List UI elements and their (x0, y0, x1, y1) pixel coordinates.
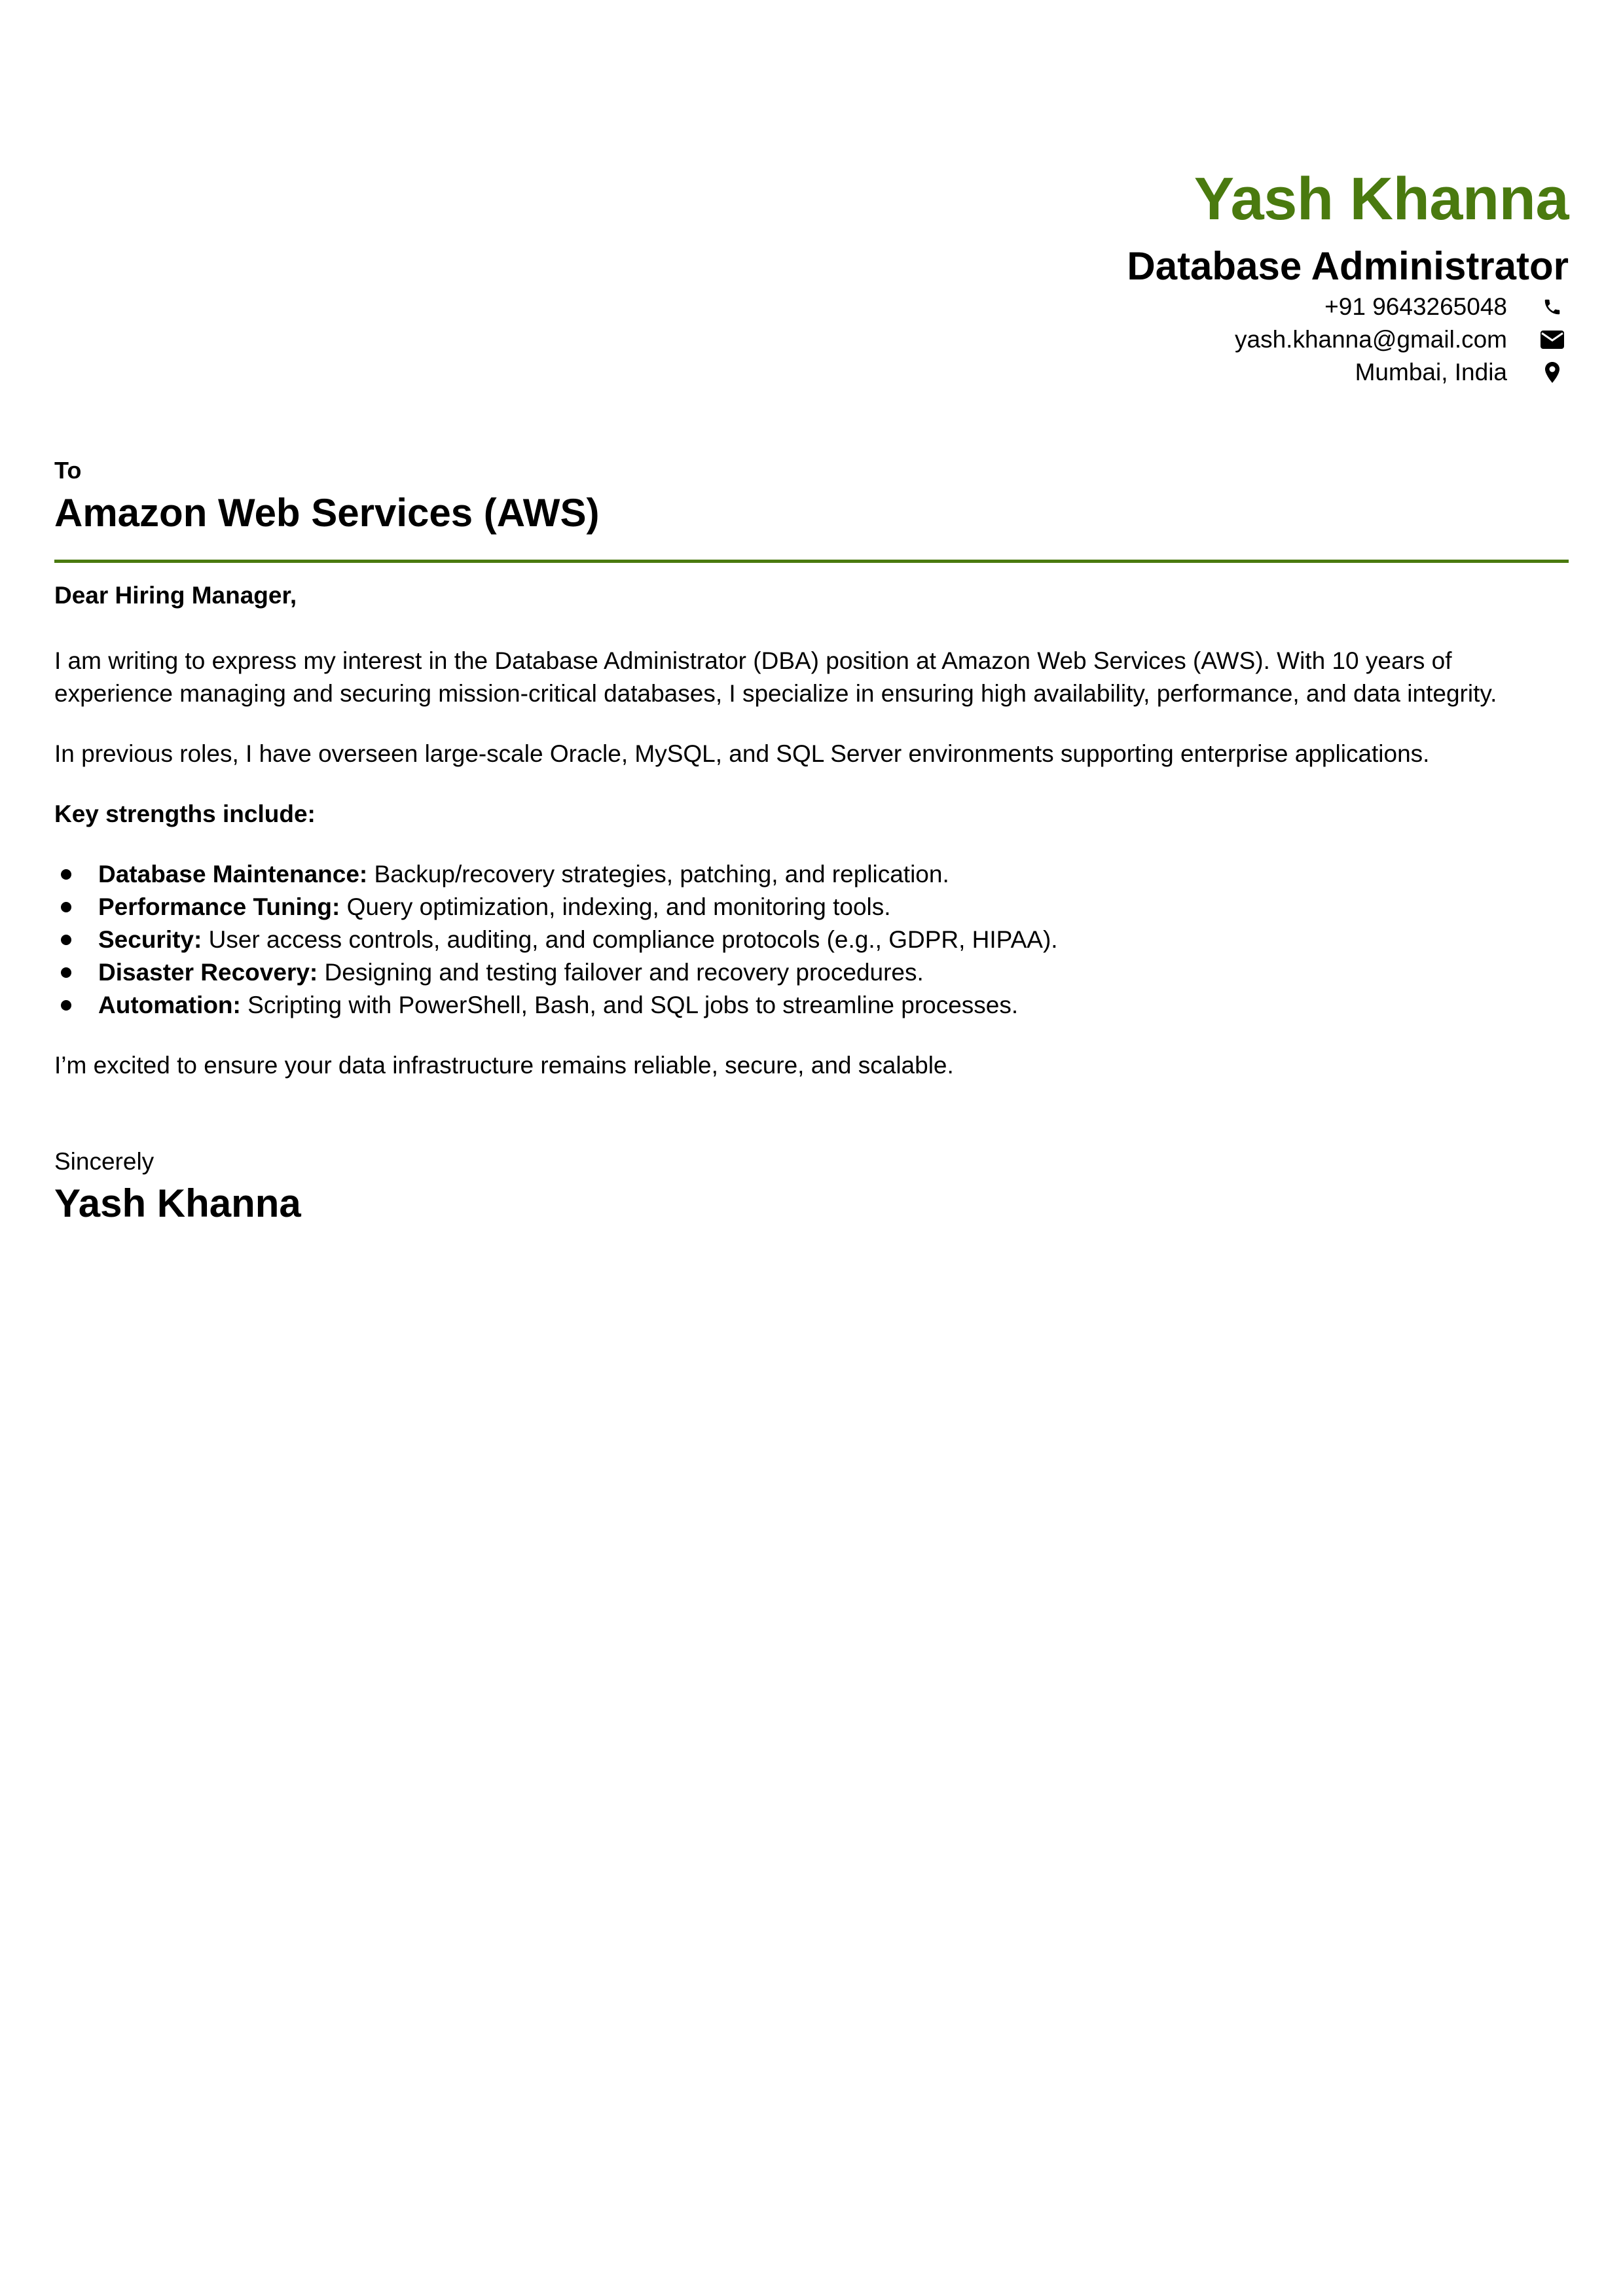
signature-name: Yash Khanna (54, 1181, 301, 1225)
phone-text: +91 9643265048 (1324, 293, 1507, 320)
bullet-icon (61, 967, 71, 978)
paragraph-intro: I am writing to express my interest in the Database Administrator (DBA) position at Amazon Web Services (AWS). With 10 years of experience managing and securing mission-critical databases, I specialize in ensuring high availability, performance, and data integrity. (54, 647, 1497, 707)
bullet-icon (61, 935, 71, 945)
strength-label: Disaster Recovery: (98, 959, 318, 986)
recipient-company: Amazon Web Services (AWS) (54, 491, 600, 535)
sign-off: Sincerely (54, 1148, 155, 1175)
contact-email (1127, 323, 1569, 356)
sender-name: Yash Khanna (1194, 166, 1569, 232)
sender-title: Database Administrator (1127, 244, 1569, 288)
recipient-block (54, 455, 599, 537)
list-item (54, 924, 1569, 956)
strengths-list (54, 858, 1569, 1022)
letter-header (1127, 162, 1569, 389)
strength-label: Performance Tuning: (98, 893, 340, 920)
bullet-icon (61, 869, 71, 880)
contact-location (1127, 356, 1569, 389)
strength-text: User access controls, auditing, and compliance protocols (e.g., GDPR, HIPAA). (202, 926, 1058, 953)
envelope-icon (1536, 323, 1569, 356)
to-label: To (54, 457, 82, 484)
list-item (54, 858, 1569, 891)
location-text: Mumbai, India (1355, 359, 1507, 386)
signature-block (54, 1145, 301, 1228)
contact-phone (1127, 291, 1569, 323)
paragraph-closing: I’m excited to ensure your data infrastructure remains reliable, secure, and scalable. (54, 1052, 954, 1079)
list-item (54, 891, 1569, 924)
list-item (54, 956, 1569, 989)
strength-text: Backup/recovery strategies, patching, and replication. (367, 861, 949, 888)
list-item (54, 989, 1569, 1022)
email-text[interactable]: yash.khanna@gmail.com (1235, 326, 1507, 353)
strength-text: Scripting with PowerShell, Bash, and SQL jobs to streamline processes. (240, 992, 1019, 1018)
letter-body (54, 579, 1569, 1109)
bullet-icon (61, 902, 71, 912)
phone-icon (1536, 291, 1569, 323)
header-divider (54, 560, 1569, 563)
strength-text: Query optimization, indexing, and monitoring tools. (340, 893, 891, 920)
bullet-icon (61, 1000, 71, 1011)
strengths-heading: Key strengths include: (54, 800, 316, 827)
strength-label: Security: (98, 926, 202, 953)
strength-label: Automation: (98, 992, 241, 1018)
strength-text: Designing and testing failover and recovery procedures. (318, 959, 924, 986)
paragraph-experience: In previous roles, I have overseen large-scale Oracle, MySQL, and SQL Server environments supporting enterprise applications. (54, 740, 1430, 767)
strength-label: Database Maintenance: (98, 861, 368, 888)
map-pin-icon (1536, 356, 1569, 389)
greeting: Dear Hiring Manager, (54, 582, 297, 609)
